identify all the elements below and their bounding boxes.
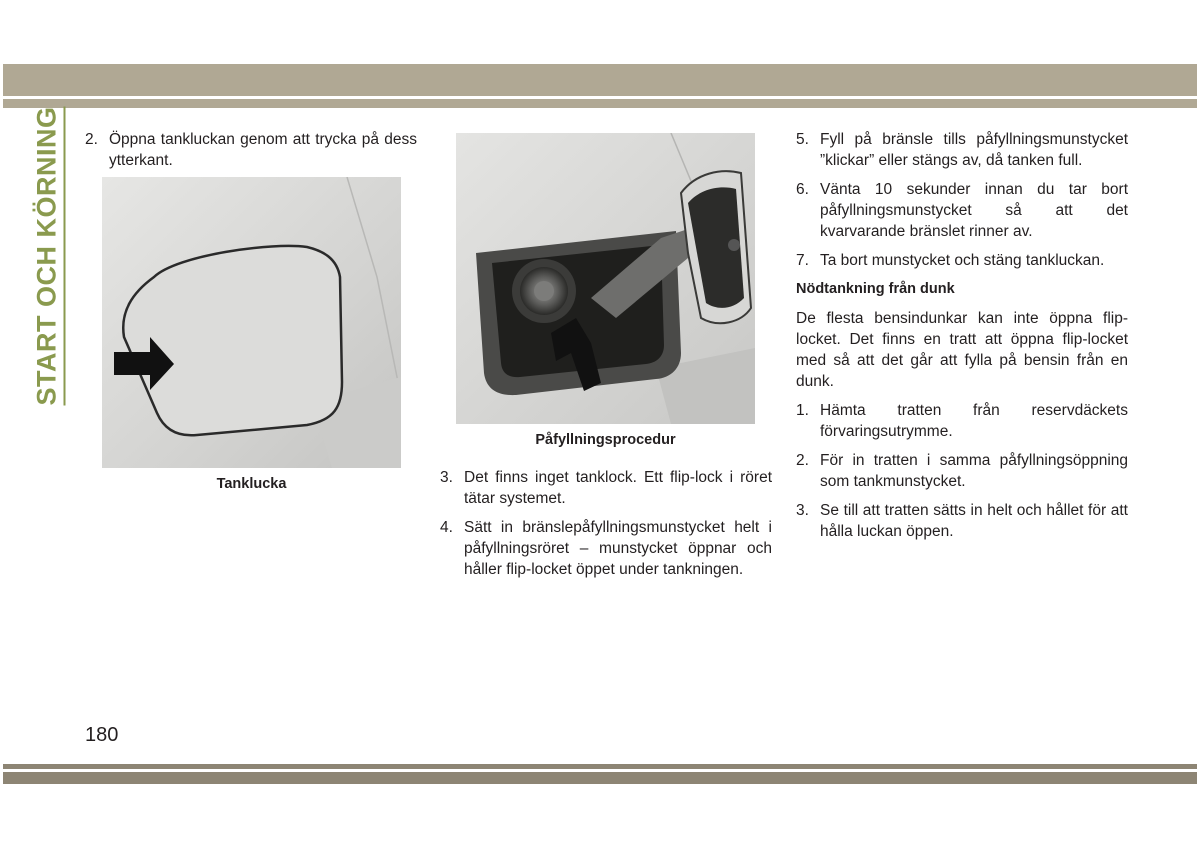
- step-number: 5.: [796, 131, 809, 148]
- refueling-illustration: [456, 133, 755, 424]
- step-text: För in tratten i samma påfyllningsöppning som tankmunstycket.: [820, 452, 1128, 490]
- step-number: 1.: [796, 402, 809, 419]
- step-text: Det finns inget tanklock. Ett flip-lock i röret tätar systemet.: [464, 469, 772, 507]
- figure-caption-2: Påfyllningsprocedur: [535, 432, 676, 448]
- step-text: Vänta 10 sekunder innan du tar bort påfyllningsmunstycket så att det kvarvarande bränslet rinner av.: [820, 181, 1128, 240]
- emergency-step-1: [796, 400, 1128, 442]
- column-3: [796, 129, 1128, 550]
- fuel-door-illustration: [102, 177, 401, 468]
- step-text: Ta bort munstycket och stäng tankluckan.: [820, 252, 1105, 269]
- step-text: Öppna tankluckan genom att trycka på dess ytterkant.: [109, 131, 417, 169]
- step-6: [796, 179, 1128, 242]
- page-number: 180: [85, 724, 119, 746]
- subheading: Nödtankning från dunk: [796, 281, 955, 297]
- header-band-thin: [3, 99, 1197, 108]
- step-2: [85, 129, 417, 171]
- footer-band-thin: [3, 764, 1197, 769]
- emergency-step-2: [796, 450, 1128, 492]
- footer-band: [3, 772, 1197, 784]
- step-number: 7.: [796, 252, 809, 269]
- step-4: [440, 517, 772, 580]
- intro-paragraph: De flesta bensindunkar kan inte öppna flip-locket. Det finns en tratt att öppna flip-locket med så att det går att fylla på bensin från en dunk.: [796, 310, 1128, 390]
- step-7: [796, 250, 1128, 271]
- step-text: Se till att tratten sätts in helt och hållet för att hålla luckan öppen.: [820, 502, 1128, 540]
- refueling-image: [456, 133, 755, 424]
- section-tab-label: START OCH KÖRNING: [31, 106, 65, 405]
- step-number: 6.: [796, 181, 809, 198]
- section-tab: [28, 106, 68, 405]
- step-number: 2.: [85, 131, 98, 148]
- header-band: [3, 64, 1197, 96]
- step-number: 2.: [796, 452, 809, 469]
- step-number: 3.: [440, 469, 453, 486]
- fuel-door-image: [102, 177, 401, 468]
- column-2: [440, 467, 772, 588]
- emergency-step-3: [796, 500, 1128, 542]
- step-number: 4.: [440, 519, 453, 536]
- step-number: 3.: [796, 502, 809, 519]
- step-5: [796, 129, 1128, 171]
- figure-caption-1: Tanklucka: [216, 476, 287, 492]
- step-text: Hämta tratten från reservdäckets förvaringsutrymme.: [820, 402, 1128, 440]
- step-3: [440, 467, 772, 509]
- step-text: Sätt in bränslepåfyllningsmunstycket helt i påfyllningsröret – munstycket öppnar och håller flip-locket öppet under tankningen.: [464, 519, 772, 578]
- step-text: Fyll på bränsle tills påfyllningsmunstycket ”klickar” eller stängs av, då tanken full.: [820, 131, 1128, 169]
- column-1: [85, 129, 417, 179]
